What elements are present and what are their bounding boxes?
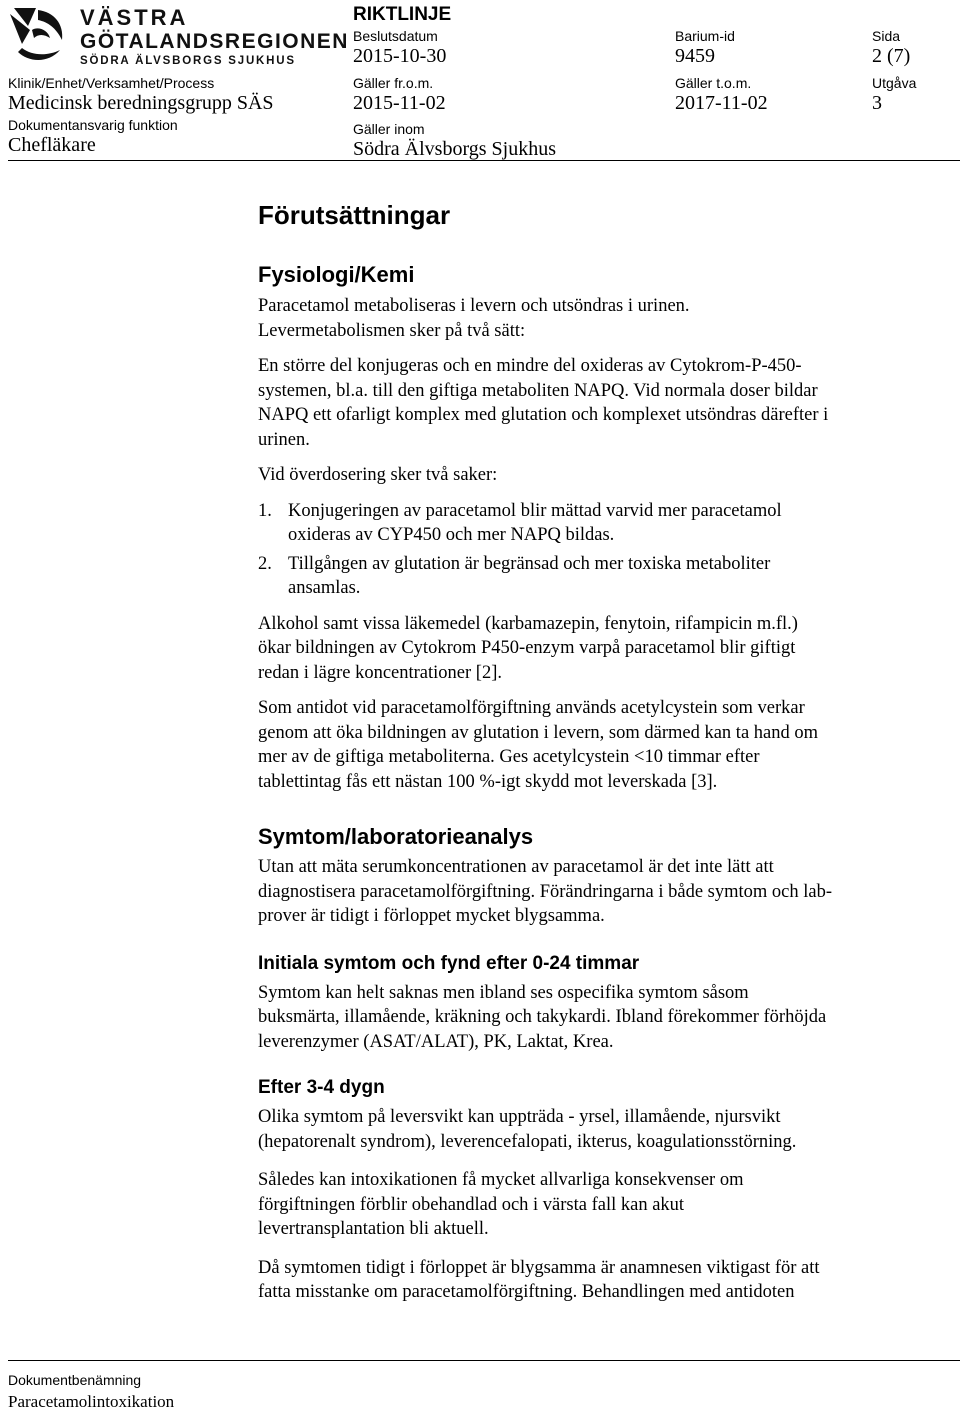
footer-divider xyxy=(8,1360,960,1361)
list-number: 2. xyxy=(258,553,272,574)
text-line: Paracetamol metaboliseras i levern och utsöndras i urinen. xyxy=(258,296,690,316)
paragraph-leversvikt xyxy=(258,1105,938,1154)
list-number: 1. xyxy=(258,500,272,521)
text-line: urinen. xyxy=(258,429,310,450)
document-name: Paracetamolintoxikation xyxy=(8,1392,175,1411)
text-line: Olika symtom på leversvikt kan uppträda - yrsel, illamående, njursvikt xyxy=(258,1107,781,1127)
text-line: (hepatorenalt syndrom), leverencefalopati, ikterus, koagulationsstörning. xyxy=(258,1131,797,1152)
heading-symtom: Symtom/laboratorieanalys xyxy=(258,824,534,849)
text-line: leverenzymer (ASAT/ALAT), PK, Laktat, Krea. xyxy=(258,1031,614,1052)
text-line: fatta misstanke om paracetamolförgiftning. Behandlingen med antidoten xyxy=(258,1282,795,1302)
text-line: diagnostisera paracetamolförgiftning. Förändringarna i både symtom och lab- xyxy=(258,881,833,902)
text-line: Som antidot vid paracetamolförgiftning används acetylcystein som verkar xyxy=(258,698,805,718)
valid-to-label: Gäller t.o.m. xyxy=(675,75,752,91)
paragraph-metabolism xyxy=(258,294,938,343)
region-emblem-icon xyxy=(8,4,70,66)
overdose-list xyxy=(258,499,938,601)
document-name-label: Dokumentbenämning xyxy=(8,1372,142,1388)
text-line: mer av de giftiga metaboliterna. Ges acetylcystein <10 timmar efter xyxy=(258,747,760,767)
paragraph-antidot xyxy=(258,696,938,794)
valid-to: 2017-11-02 xyxy=(675,92,768,114)
responsible-label: Dokumentansvarig funktion xyxy=(8,117,178,133)
text-line: oxideras av CYP450 och mer NAPQ bildas. xyxy=(288,525,615,545)
list-item xyxy=(258,499,938,548)
text-line: Konjugeringen av paracetamol blir mättad varvid mer paracetamol xyxy=(288,500,782,521)
barium-id: 9459 xyxy=(675,45,715,67)
heading-fysiologi: Fysiologi/Kemi xyxy=(258,262,415,287)
document-body xyxy=(258,200,938,1305)
overdose-intro: Vid överdosering sker två saker: xyxy=(258,465,498,485)
text-line: Levermetabolismen sker på två sätt: xyxy=(258,320,526,341)
decision-date-label: Beslutsdatum xyxy=(353,28,438,44)
scope: Södra Älvsborgs Sjukhus xyxy=(353,138,556,160)
text-line: levertransplantation bli aktuell. xyxy=(258,1219,489,1239)
text-line: Således kan intoxikationen få mycket allvarliga konsekvenser om xyxy=(258,1170,744,1190)
text-line: ökar bildningen av Cytokrom P450-enzym varpå paracetamol blir giftigt xyxy=(258,638,796,658)
responsible: Chefläkare xyxy=(8,134,96,156)
edition-label: Utgåva xyxy=(872,75,917,91)
list-item xyxy=(258,552,938,601)
paragraph-diagnos xyxy=(258,855,938,929)
edition: 3 xyxy=(872,92,882,114)
heading-initiala-symtom: Initiala symtom och fynd efter 0-24 timmar xyxy=(258,952,640,974)
logo-line-vastra: VÄSTRA xyxy=(80,5,189,30)
unit: Medicinsk beredningsgrupp SÄS xyxy=(8,92,274,114)
scope-label: Gäller inom xyxy=(353,121,425,137)
paragraph-anamnes xyxy=(258,1256,938,1305)
paragraph-initiala xyxy=(258,981,938,1055)
text-line: prover är tidigt i förloppet mycket blygsamma. xyxy=(258,906,605,926)
text-line: Alkohol samt vissa läkemedel (karbamazepin, fenytoin, rifampicin m.fl.) xyxy=(258,613,798,634)
text-line: genom att öka bildningen av glutation i levern, som därmed kan ta hand om xyxy=(258,722,819,743)
text-line: ansamlas. xyxy=(288,578,361,598)
text-line: buksmärta, illamående, kräkning och takykardi. Ibland förekommer förhöjda xyxy=(258,1007,827,1027)
text-line: Symtom kan helt saknas men ibland ses ospecifika symtom såsom xyxy=(258,982,749,1003)
doc-type: RIKTLINJE xyxy=(353,4,452,25)
text-line: förgiftningen förblir obehandlad och i värsta fall kan akut xyxy=(258,1194,685,1215)
barium-id-label: Barium-id xyxy=(675,28,735,44)
page-number: 2 (7) xyxy=(872,45,911,67)
paragraph-konsekvenser xyxy=(258,1168,938,1242)
valid-from-label: Gäller fr.o.m. xyxy=(353,75,434,91)
text-line: redan i lägre koncentrationer [2]. xyxy=(258,662,502,683)
paragraph-alkohol xyxy=(258,612,938,686)
page-label: Sida xyxy=(872,28,901,44)
text-line: Tillgången av glutation är begränsad och mer toxiska metaboliter xyxy=(288,553,771,574)
valid-from: 2015-11-02 xyxy=(353,92,446,114)
unit-label: Klinik/Enhet/Verksamhet/Process xyxy=(8,75,215,91)
text-line: tablettintag fås ett nästan 100 %-igt skydd mot leverskada [3]. xyxy=(258,771,718,792)
text-line: En större del konjugeras och en mindre del oxideras av Cytokrom-P-450- xyxy=(258,356,802,376)
text-line: Då symtomen tidigt i förloppet är blygsamma är anamnesen viktigast för att xyxy=(258,1257,820,1278)
text-line: systemen, bl.a. till den giftiga metaboliten NAPQ. Vid normala doser bildar xyxy=(258,380,818,401)
header-divider xyxy=(8,160,960,161)
text-line: NAPQ ett ofarligt komplex med glutation och komplexet utsöndras därefter i xyxy=(258,405,829,425)
heading-forutsattningar: Förutsättningar xyxy=(258,200,451,230)
logo-line-region: GÖTALANDSREGIONEN xyxy=(80,30,349,53)
text-line: Utan att mäta serumkoncentrationen av paracetamol är det inte lätt att xyxy=(258,857,774,877)
decision-date: 2015-10-30 xyxy=(353,45,447,67)
logo-line-hospital: SÖDRA ÄLVSBORGS SJUKHUS xyxy=(80,55,296,67)
heading-efter-dygn: Efter 3-4 dygn xyxy=(258,1077,385,1098)
region-logo xyxy=(8,4,349,70)
paragraph-cytokrom xyxy=(258,354,938,452)
